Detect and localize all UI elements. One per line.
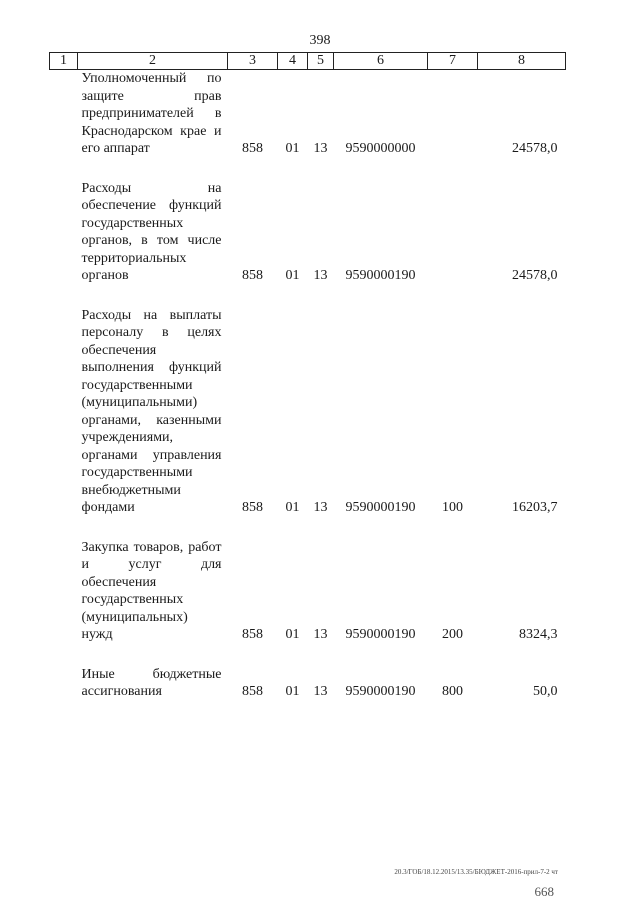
row-name: Расходы на обеспечение функций государственных органов, в том числе территориальных органов	[81, 180, 222, 283]
table-row	[50, 180, 566, 285]
column-header: 7	[428, 53, 478, 70]
row-target-article: 9590000190	[345, 268, 416, 283]
row-amount: 50,0	[533, 684, 558, 699]
row-subsection-code: 13	[313, 268, 328, 283]
row-section-code: 01	[285, 627, 300, 642]
row-name: Расходы на выплаты персоналу в целях обеспечения выполнения функций государственными (муниципальными) органами, казенными учреждениями, органами управления государственными внебюджетными фондами	[81, 307, 222, 515]
table-row	[50, 539, 566, 644]
row-subsection-code: 13	[313, 627, 328, 642]
column-header: 8	[478, 53, 566, 70]
column-header: 3	[228, 53, 278, 70]
row-section-code: 01	[285, 141, 300, 156]
row-amount: 16203,7	[512, 500, 558, 515]
row-target-article: 9590000190	[345, 500, 416, 515]
row-name: Закупка товаров, работ и услуг для обеспечения государственных (муниципальных) нужд	[81, 539, 222, 642]
row-section-code: 01	[285, 500, 300, 515]
row-name: Уполномоченный по защите прав предпринимателей в Краснодарском крае и его аппарат	[81, 71, 222, 156]
column-header: 4	[278, 53, 308, 70]
row-department-code: 858	[242, 500, 263, 515]
row-subsection-code: 13	[313, 684, 328, 699]
row-target-article: 9590000190	[345, 627, 416, 642]
row-expense-type: 200	[442, 627, 463, 642]
row-amount: 24578,0	[512, 268, 558, 283]
column-header: 5	[308, 53, 334, 70]
row-department-code: 858	[242, 141, 263, 156]
row-expense-type: 100	[442, 500, 463, 515]
table-row	[50, 666, 566, 701]
sheet-number: 668	[534, 884, 554, 899]
row-target-article: 9590000000	[345, 141, 416, 156]
row-amount: 24578,0	[512, 141, 558, 156]
row-subsection-code: 13	[313, 141, 328, 156]
column-number-row	[50, 53, 566, 70]
table-row	[50, 70, 566, 158]
document-path-footer: 20.3/ГОБ/18.12.2015/13.35/БЮДЖЕТ-2016-прил-7-2 чт	[394, 868, 558, 876]
budget-table	[49, 52, 566, 701]
row-department-code: 858	[242, 684, 263, 699]
row-department-code: 858	[242, 627, 263, 642]
column-header: 1	[50, 53, 78, 70]
row-amount: 8324,3	[519, 627, 558, 642]
row-expense-type	[428, 180, 478, 285]
row-section-code: 01	[285, 684, 300, 699]
row-section-code: 01	[285, 268, 300, 283]
row-target-article: 9590000190	[345, 684, 416, 699]
row-subsection-code: 13	[313, 500, 328, 515]
page-number: 398	[309, 33, 331, 48]
column-header: 6	[334, 53, 428, 70]
table-row	[50, 307, 566, 517]
row-name: Иные бюджетные ассигнования	[81, 666, 222, 699]
row-department-code: 858	[242, 268, 263, 283]
column-header: 2	[78, 53, 228, 70]
row-expense-type	[428, 70, 478, 158]
row-expense-type: 800	[442, 684, 463, 699]
